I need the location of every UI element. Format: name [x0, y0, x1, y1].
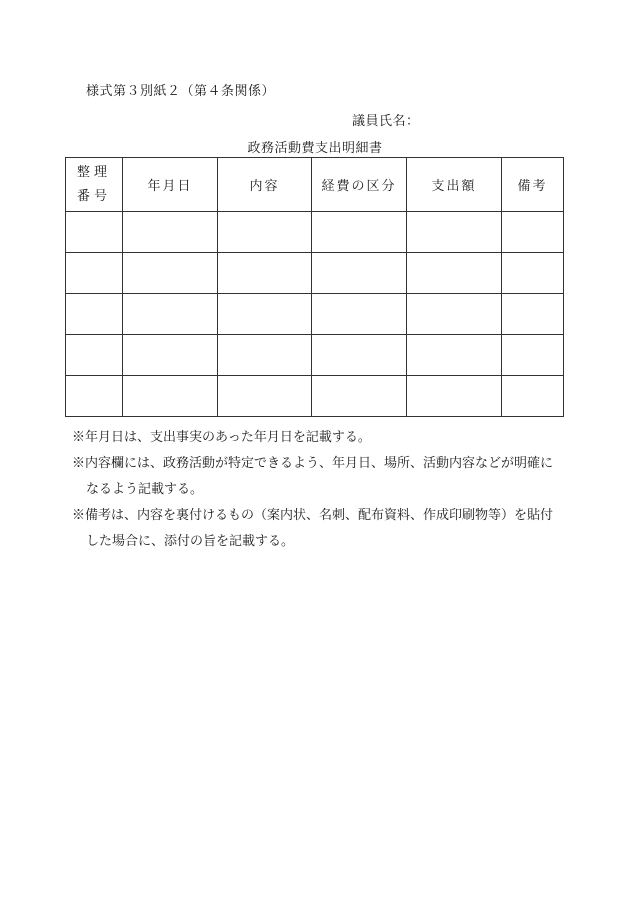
header-number [66, 158, 123, 212]
header-number-line1: 整理 [76, 164, 111, 180]
cell-remarks[interactable] [502, 294, 564, 335]
cell-date[interactable] [123, 335, 218, 376]
table-row [66, 294, 564, 335]
table-row [66, 335, 564, 376]
cell-number[interactable] [66, 212, 123, 253]
note-content-line2: なるよう記載する。 [86, 482, 204, 497]
table-row [66, 253, 564, 294]
cell-amount[interactable] [407, 294, 502, 335]
cell-number[interactable] [66, 253, 123, 294]
cell-date[interactable] [123, 294, 218, 335]
cell-number[interactable] [66, 294, 123, 335]
form-number-label: 様式第３別紙２（第４条関係） [86, 84, 276, 99]
cell-remarks[interactable] [502, 253, 564, 294]
cell-amount[interactable] [407, 376, 502, 417]
table-row [66, 212, 564, 253]
cell-content[interactable] [218, 212, 312, 253]
cell-amount[interactable] [407, 212, 502, 253]
header-number-line2: 番号 [76, 188, 111, 204]
cell-number[interactable] [66, 335, 123, 376]
cell-category[interactable] [312, 294, 407, 335]
cell-content[interactable] [218, 253, 312, 294]
table-header-row [66, 158, 564, 212]
note-content-line1: ※内容欄には、政務活動が特定できるよう、年月日、場所、活動内容などが明確に [72, 456, 554, 471]
member-name-label: 議員氏名： [352, 114, 420, 129]
header-amount: 支出額 [407, 158, 502, 212]
header-date: 年月日 [123, 158, 218, 212]
cell-remarks[interactable] [502, 335, 564, 376]
note-remarks-line2: した場合に、添付の旨を記載する。 [86, 534, 295, 549]
cell-amount[interactable] [407, 253, 502, 294]
note-remarks-line1: ※備考は、内容を裏付けるもの（案内状、名刺、配布資料、作成印刷物等）を貼付 [72, 508, 554, 523]
expense-table [65, 157, 564, 417]
cell-category[interactable] [312, 376, 407, 417]
note-date-text: ※年月日は、支出事実のあった年月日を記載する。 [72, 430, 371, 445]
note-remarks [72, 503, 582, 555]
header-remarks: 備考 [502, 158, 564, 212]
cell-content[interactable] [218, 294, 312, 335]
cell-date[interactable] [123, 212, 218, 253]
cell-date[interactable] [123, 253, 218, 294]
document-title: 政務活動費支出明細書 [247, 141, 383, 156]
header-content: 内容 [218, 158, 312, 212]
table-row [66, 376, 564, 417]
cell-category[interactable] [312, 212, 407, 253]
header-category: 経費の区分 [312, 158, 407, 212]
cell-remarks[interactable] [502, 212, 564, 253]
note-content [72, 451, 582, 503]
cell-number[interactable] [66, 376, 123, 417]
cell-remarks[interactable] [502, 376, 564, 417]
cell-category[interactable] [312, 335, 407, 376]
notes-section [72, 425, 582, 555]
note-date [72, 425, 582, 451]
cell-date[interactable] [123, 376, 218, 417]
cell-content[interactable] [218, 376, 312, 417]
cell-category[interactable] [312, 253, 407, 294]
cell-amount[interactable] [407, 335, 502, 376]
cell-content[interactable] [218, 335, 312, 376]
